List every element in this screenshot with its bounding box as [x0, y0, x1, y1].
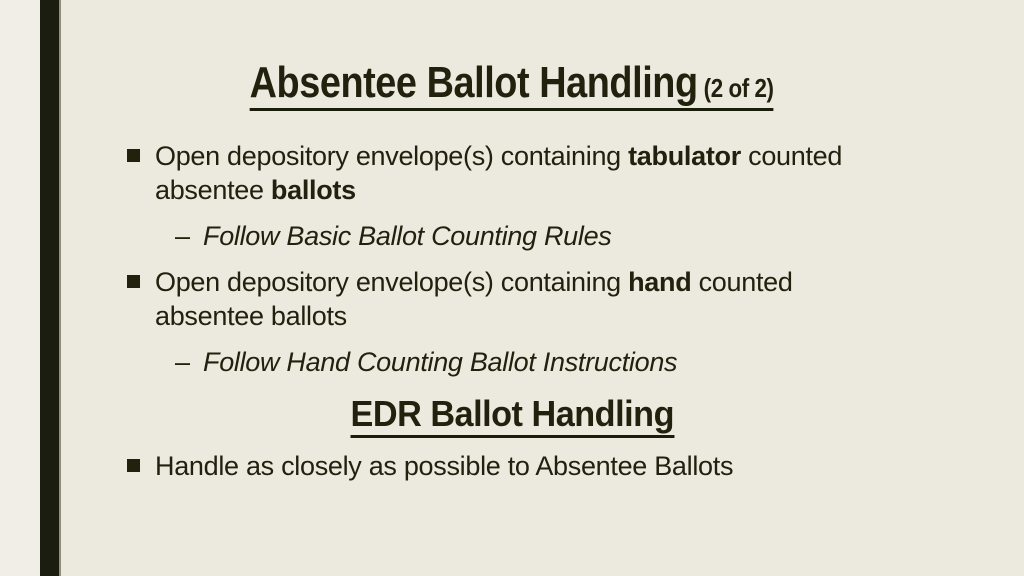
slide-title-suffix: (2 of 2): [704, 73, 774, 103]
bullet1-line2-pre: absentee: [155, 175, 271, 205]
bullet2-line1-pre: Open depository envelope(s) containing: [155, 267, 629, 297]
bullet1-line1-pre: Open depository envelope(s) containing: [155, 141, 629, 171]
bullet-text: [155, 265, 793, 333]
edr-section-heading: [0, 391, 1024, 437]
square-bullet-icon: [127, 459, 140, 472]
bullet-item-hand: [127, 265, 984, 333]
bullet2-line1-post: counted: [691, 267, 793, 297]
bullet2-line1-bold: hand: [628, 267, 692, 297]
square-bullet-icon: [127, 149, 140, 162]
slide-title-underline: [250, 58, 774, 111]
bullet-text: Handle as closely as possible to Absentee Ballots: [155, 451, 734, 481]
bullet-item-tabulator: [127, 139, 984, 207]
edr-heading-underline: EDR Ballot Handling: [350, 393, 673, 438]
slide-title: [0, 58, 1024, 113]
sub-bullet-basic-rules: [175, 219, 984, 253]
slide-title-text: Absentee Ballot Handling: [250, 58, 699, 107]
bullet1-line1-bold: tabulator: [628, 141, 741, 171]
square-bullet-icon: [127, 275, 140, 288]
sub-bullet-text: Follow Hand Counting Ballot Instructions: [203, 347, 678, 377]
bullet-item-handle: [127, 449, 984, 483]
sub-bullet-text: Follow Basic Ballot Counting Rules: [203, 221, 612, 251]
dash-bullet-icon: –: [175, 347, 190, 377]
sub-bullet-hand-instructions: [175, 345, 984, 379]
dash-bullet-icon: –: [175, 221, 190, 251]
slide-title-inner: [250, 58, 774, 113]
bullet-text: [155, 139, 842, 207]
bullet1-line1-post: counted: [740, 141, 843, 171]
bullet2-line2: absentee ballots: [155, 301, 347, 331]
bullet1-line2-bold: ballots: [270, 175, 356, 205]
edr-heading-inner: [350, 391, 673, 437]
